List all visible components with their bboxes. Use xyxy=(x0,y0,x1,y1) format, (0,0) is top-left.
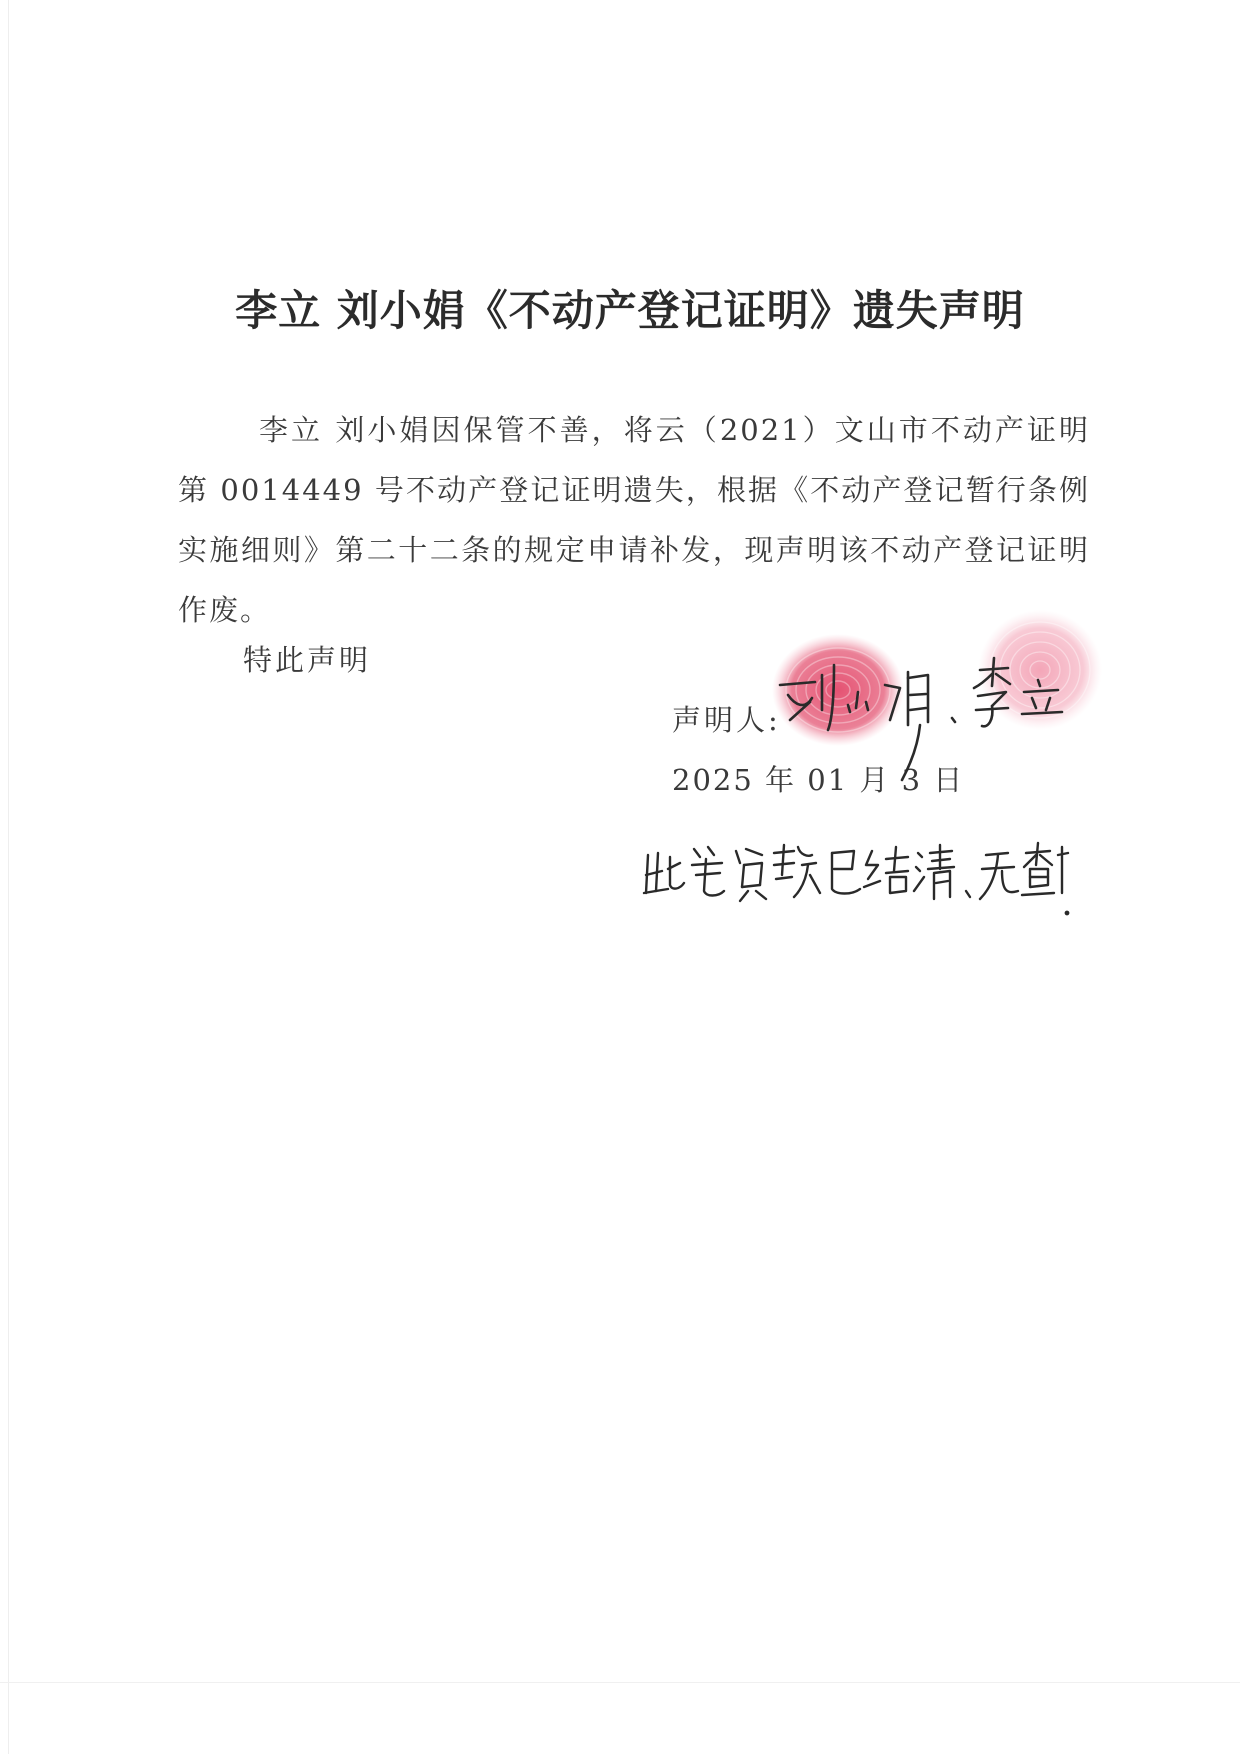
document-title: 李立 刘小娟《不动产登记证明》遗失声明 xyxy=(235,286,1025,335)
handwritten-signature xyxy=(770,650,1070,800)
closing-text: 特此声明 xyxy=(243,643,372,677)
declarant-label: 声明人: xyxy=(672,703,781,737)
date-line: 2025 年 01 月 3 日 xyxy=(672,763,965,797)
statement-body: 李立 刘小娟因保管不善，将云（2021）文山市不动产证明第 0014449 号不动产登记证明遗失，根据《不动产登记暂行条例实施细则》第二十二条的规定申请补发，现声明该不动产登记证明作废。 xyxy=(178,413,1090,627)
scan-edge-line xyxy=(8,0,9,1754)
scan-bottom-line xyxy=(0,1682,1240,1683)
handwritten-note xyxy=(640,835,1070,925)
